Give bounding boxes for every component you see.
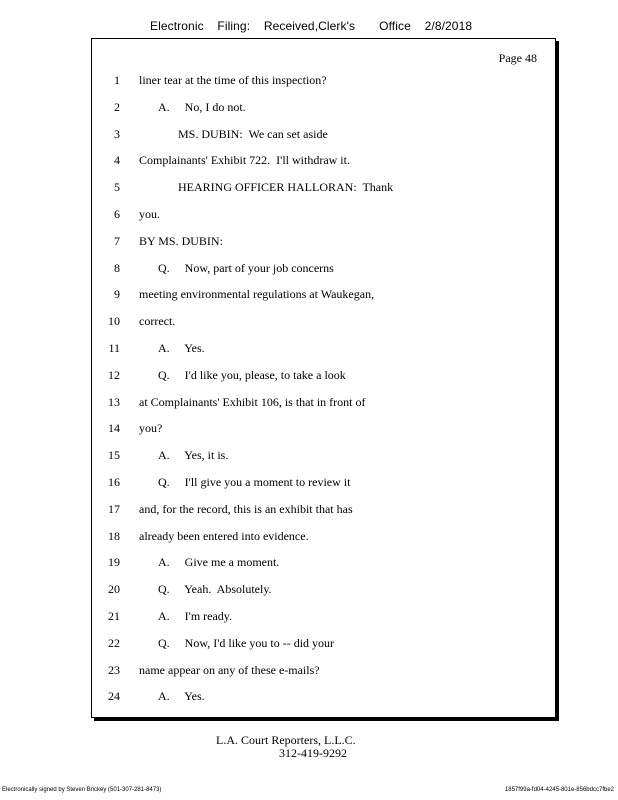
line-text: A. Yes.	[158, 340, 205, 355]
transcript-line	[92, 689, 555, 716]
filing-stamp: Electronic Filing: Received,Clerk's Office 2/8/2018	[150, 19, 473, 33]
line-text: A. Give me a moment.	[158, 555, 280, 570]
line-number: 22	[108, 635, 120, 650]
line-number: 13	[108, 394, 120, 409]
line-text: Q. Now, part of your job concerns	[158, 260, 334, 275]
court-reporter-name: L.A. Court Reporters, L.L.C.	[216, 733, 356, 747]
transcript-page-frame	[91, 38, 556, 718]
line-number: 23	[108, 662, 120, 677]
line-text: and, for the record, this is an exhibit that has	[139, 501, 353, 516]
line-text: meeting environmental regulations at Waukegan,	[139, 287, 375, 302]
transcript-line	[92, 582, 555, 609]
transcript-line	[92, 234, 555, 261]
line-number: 15	[108, 448, 120, 463]
line-number: 1	[114, 73, 120, 87]
line-number: 5	[114, 180, 120, 195]
line-number: 2	[114, 99, 120, 114]
transcript-line	[92, 127, 555, 154]
transcript-line	[92, 73, 555, 100]
line-number: 14	[108, 421, 120, 436]
transcript-line	[92, 100, 555, 127]
line-number: 9	[114, 287, 120, 302]
line-text: A. Yes.	[158, 689, 205, 704]
line-number: 21	[108, 608, 120, 623]
line-text: Complainants' Exhibit 722. I'll withdraw it.	[139, 153, 350, 168]
line-text: you.	[139, 206, 160, 221]
line-text: A. Yes, it is.	[158, 448, 229, 463]
line-text: Q. Now, I'd like you to -- did your	[158, 635, 335, 650]
line-number: 3	[114, 126, 120, 141]
line-text: Q. Yeah. Absolutely.	[158, 582, 272, 597]
line-text: correct.	[139, 314, 176, 329]
line-number: 17	[108, 501, 120, 516]
transcript-line	[92, 609, 555, 636]
line-number: 4	[114, 153, 120, 168]
transcript-line	[92, 502, 555, 529]
transcript-line	[92, 636, 555, 663]
court-reporter-phone: 312-419-9292	[279, 746, 347, 760]
transcript-line	[92, 287, 555, 314]
transcript-line	[92, 207, 555, 234]
transcript-line	[92, 663, 555, 690]
line-number: 16	[108, 474, 120, 489]
line-number: 24	[108, 689, 120, 704]
line-text: A. No, I do not.	[158, 99, 246, 114]
page-number: Page 48	[498, 51, 537, 65]
line-number: 7	[114, 233, 120, 248]
line-number: 12	[108, 367, 120, 382]
transcript-line	[92, 261, 555, 288]
document-id: 1857f99a-fd04-4245-801e-856bdcc7fbe2	[504, 787, 614, 793]
line-text: MS. DUBIN: We can set aside	[178, 126, 328, 141]
line-text: HEARING OFFICER HALLORAN: Thank	[178, 180, 394, 195]
transcript-line	[92, 180, 555, 207]
line-text: Q. I'd like you, please, to take a look	[158, 367, 346, 382]
transcript-line	[92, 529, 555, 556]
line-text: you?	[139, 421, 163, 436]
line-text: liner tear at the time of this inspection?	[139, 73, 327, 87]
line-text: A. I'm ready.	[158, 608, 233, 623]
transcript-line	[92, 475, 555, 502]
line-number: 6	[114, 206, 120, 221]
transcript-line	[92, 368, 555, 395]
line-text: Q. I'll give you a moment to review it	[158, 474, 351, 489]
line-number: 20	[108, 582, 120, 597]
transcript-line	[92, 555, 555, 582]
line-number: 8	[114, 260, 120, 275]
line-text: at Complainants' Exhibit 106, is that in front of	[139, 394, 366, 409]
transcript-line	[92, 421, 555, 448]
transcript-lines	[92, 73, 555, 716]
line-number: 19	[108, 555, 120, 570]
transcript-line	[92, 395, 555, 422]
line-text: BY MS. DUBIN:	[139, 233, 223, 248]
line-number: 18	[108, 528, 120, 543]
line-text: already been entered into evidence.	[139, 528, 309, 543]
line-number: 10	[108, 314, 120, 329]
transcript-line	[92, 448, 555, 475]
electronic-signature: Electronically signed by Steven Brickey (501-307-281-8473)	[2, 787, 162, 793]
line-text: name appear on any of these e-mails?	[139, 662, 320, 677]
transcript-line	[92, 341, 555, 368]
transcript-line	[92, 153, 555, 180]
line-number: 11	[108, 340, 120, 355]
transcript-line	[92, 314, 555, 341]
